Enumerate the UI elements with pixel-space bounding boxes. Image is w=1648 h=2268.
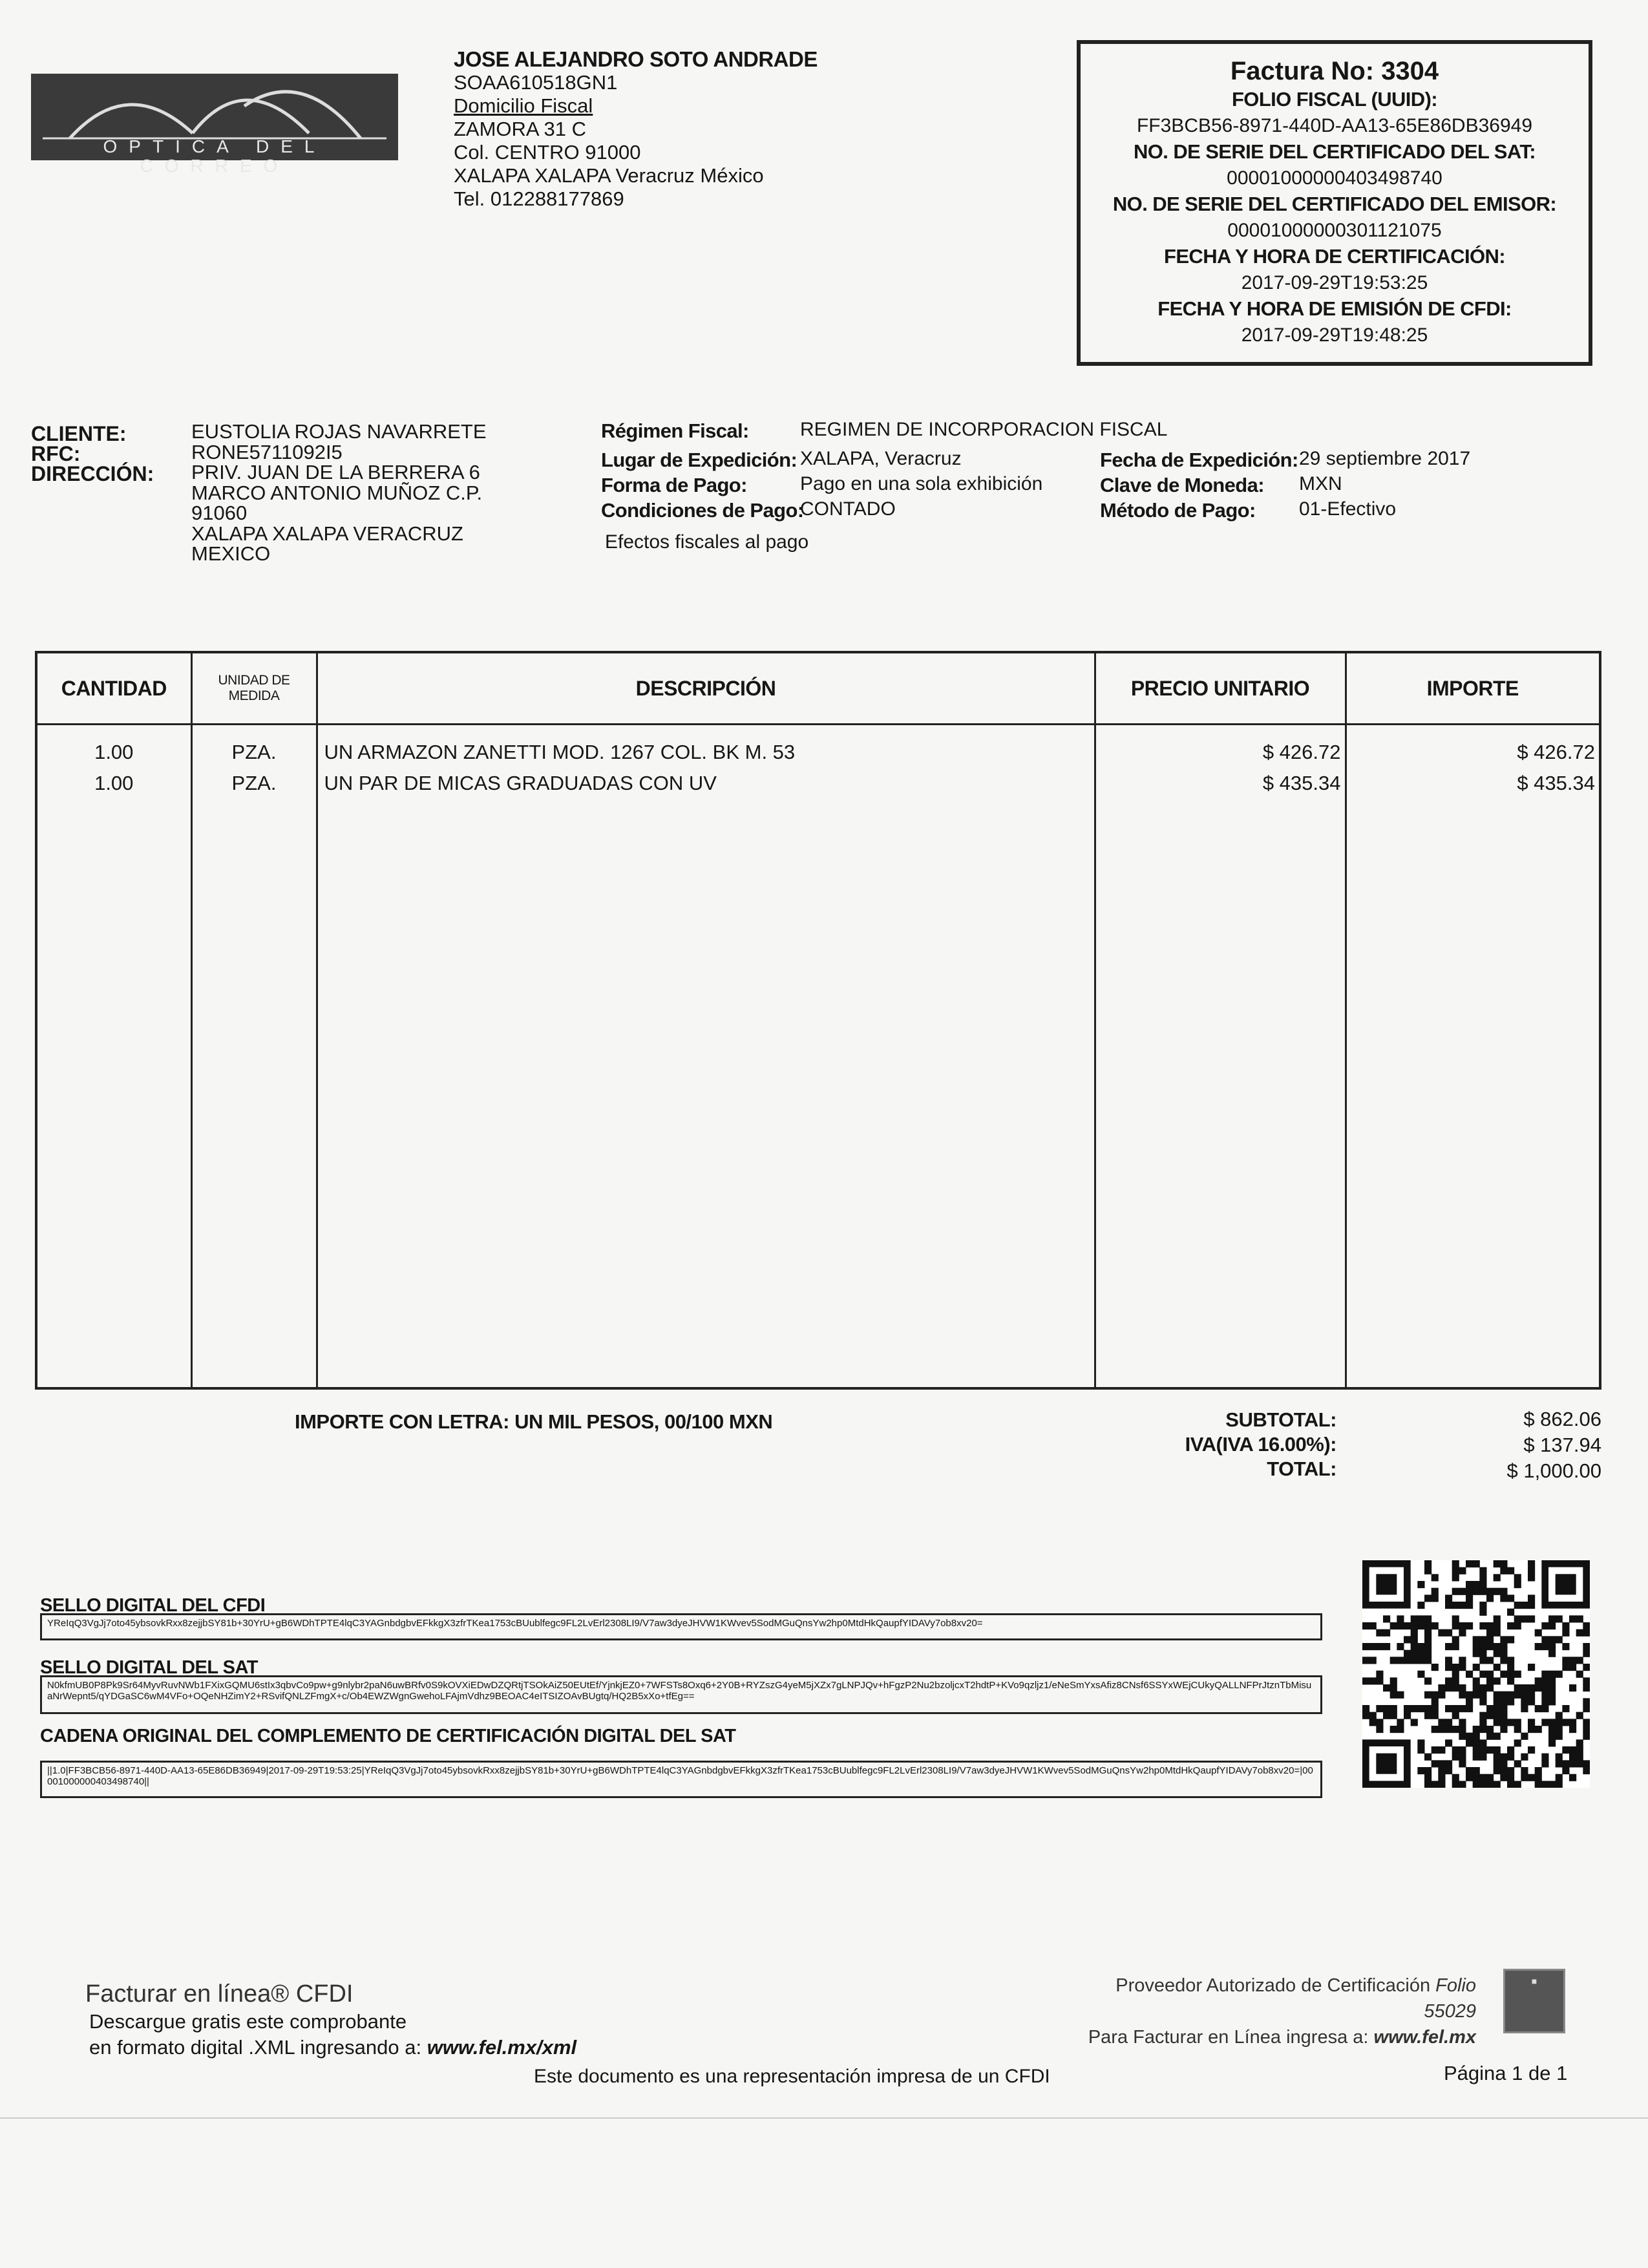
- fecha-exp-label: Fecha de Expedición:: [1100, 449, 1298, 471]
- row-1-importe: $ 426.72: [1517, 741, 1595, 763]
- importe-con-letra: IMPORTE CON LETRA: UN MIL PESOS, 00/100 MXN: [295, 1410, 773, 1433]
- proveedor-prefix: Proveedor Autorizado de Certificación: [1115, 1975, 1436, 1996]
- header-precio: PRECIO UNITARIO: [1095, 652, 1346, 725]
- condiciones-value: CONTADO: [800, 498, 896, 520]
- row-2-importe: $ 435.34: [1517, 772, 1595, 794]
- total-value: $ 1,000.00: [1506, 1459, 1601, 1482]
- invoice-title: Factura No: 3304: [1230, 57, 1439, 85]
- moneda-value: MXN: [1299, 473, 1342, 494]
- totals-values: [1422, 1406, 1601, 1484]
- importe-cell: [1346, 725, 1600, 1389]
- condiciones-label: Condiciones de Pago:: [601, 499, 804, 522]
- forma-value: Pago en una sola exhibición: [800, 473, 1043, 494]
- header-importe: IMPORTE: [1346, 652, 1600, 725]
- client-addr4: XALAPA XALAPA VERACRUZ: [191, 522, 463, 545]
- row-1-cantidad: 1.00: [94, 741, 134, 763]
- row-2-unidad: PZA.: [231, 772, 277, 794]
- cantidad-cell: [36, 725, 191, 1389]
- moneda-label: Clave de Moneda:: [1100, 474, 1264, 496]
- proveedor-folio: Folio 55029: [1424, 1975, 1476, 2022]
- cadena-original-box: ||1.0|FF3BCB56-8971-440D-AA13-65E86DB36949|2017-09-29T19:53:25|YReIqQ3VgJj7oto45ybsovkRxx8zejjbSY81b+30YrU+gB6WDhTPTE4lqC3YAGnbdgbvEFkkgX3zfrTKea1753cBUublfegc9FL2LvErl2308LI9/V7aw3dyeJHVW1KWvev5SodMGuQnsYw2hp0MtdHkQaupfYIDAVy7ob8xv20=|00001000000403498740||: [40, 1761, 1322, 1798]
- header-descripcion: DESCRIPCIÓN: [317, 652, 1095, 725]
- proveedor-line: [1060, 1973, 1476, 2024]
- expedicion-labels: [1100, 447, 1298, 523]
- payment-values: [800, 446, 1042, 522]
- folio-label: FOLIO FISCAL (UUID):: [1231, 88, 1438, 111]
- iva-label: IVA(IVA 16.00%):: [1185, 1433, 1336, 1456]
- lugar-label: Lugar de Expedición:: [601, 449, 798, 471]
- page-number: Página 1 de 1: [1444, 2062, 1568, 2084]
- header-cantidad: CANTIDAD: [36, 652, 191, 725]
- fecha-cert-label: FECHA Y HORA DE CERTIFICACIÓN:: [1164, 245, 1505, 268]
- header-unidad: UNIDAD DE MEDIDA: [191, 652, 317, 725]
- issuer-block: [454, 48, 818, 211]
- serie-emisor-label: NO. DE SERIE DEL CERTIFICADO DEL EMISOR:: [1112, 193, 1557, 215]
- proveedor-text: [1060, 1973, 1476, 2050]
- row-2-cantidad: 1.00: [94, 772, 134, 794]
- invoice-box: [1077, 40, 1592, 366]
- table-body-row: [36, 725, 1600, 1389]
- descargue-line-2: [89, 2035, 576, 2061]
- fecha-exp-value: 29 septiembre 2017: [1299, 448, 1471, 469]
- row-2-descripcion: UN PAR DE MICAS GRADUADAS CON UV: [324, 772, 717, 794]
- table-header-row: [36, 652, 1600, 725]
- issuer-rfc: SOAA610518GN1: [454, 71, 618, 94]
- regimen-label: Régimen Fiscal:: [601, 419, 749, 442]
- precio-cell: [1095, 725, 1346, 1389]
- issuer-tel: Tel. 012288177869: [454, 187, 624, 210]
- descargue-text: [89, 2009, 576, 2061]
- client-addr3: 91060: [191, 502, 248, 524]
- para-prefix: Para Facturar en Línea ingresa a:: [1088, 2027, 1374, 2048]
- row-2-precio: $ 435.34: [1262, 772, 1341, 794]
- rfc-label: RFC:: [31, 442, 81, 465]
- xml-link[interactable]: www.fel.mx/xml: [427, 2036, 577, 2059]
- subtotal-label: SUBTOTAL:: [1225, 1408, 1336, 1431]
- domicilio-label: Domicilio Fiscal: [454, 94, 593, 117]
- lugar-value: XALAPA, Veracruz: [800, 448, 962, 469]
- qr-code: [1362, 1560, 1590, 1788]
- serie-emisor-value: 00001000000301121075: [1227, 219, 1442, 241]
- items-table: [35, 651, 1601, 1390]
- total-label: TOTAL:: [1267, 1457, 1336, 1480]
- sello-cfdi-title: SELLO DIGITAL DEL CFDI: [40, 1595, 266, 1616]
- expedicion-values: [1299, 446, 1470, 522]
- fiscal-labels: [601, 418, 749, 444]
- bottom-divider: [0, 2117, 1648, 2119]
- direccion-label: DIRECCIÓN:: [31, 462, 154, 485]
- regimen-value: REGIMEN DE INCORPORACION FISCAL: [800, 419, 1168, 440]
- client-name: EUSTOLIA ROJAS NAVARRETE: [191, 420, 487, 443]
- pac-seal-icon: ■: [1503, 1969, 1565, 2033]
- fecha-cert-value: 2017-09-29T19:53:25: [1241, 271, 1428, 293]
- unidad-cell: [191, 725, 317, 1389]
- cliente-label: CLIENTE:: [31, 422, 127, 445]
- efectos-text: Efectos fiscales al pago: [605, 531, 809, 553]
- row-1-descripcion: UN ARMAZON ZANETTI MOD. 1267 COL. BK M. 53: [324, 741, 796, 763]
- representacion-text: Este documento es una representación impresa de un CFDI: [534, 2066, 1050, 2087]
- metodo-value: 01-Efectivo: [1299, 498, 1397, 520]
- descargue-prefix: en formato digital .XML ingresando a:: [89, 2036, 427, 2059]
- client-addr1: PRIV. JUAN DE LA BERRERA 6: [191, 461, 480, 483]
- fecha-emision-label: FECHA Y HORA DE EMISIÓN DE CFDI:: [1157, 297, 1512, 320]
- issuer-name: JOSE ALEJANDRO SOTO ANDRADE: [454, 47, 818, 71]
- iva-value: $ 137.94: [1523, 1434, 1601, 1456]
- client-values: [191, 421, 487, 564]
- company-logo: [31, 74, 398, 176]
- cadena-original-title: CADENA ORIGINAL DEL COMPLEMENTO DE CERTIFICACIÓN DIGITAL DEL SAT: [40, 1726, 736, 1746]
- client-addr2: MARCO ANTONIO MUÑOZ C.P.: [191, 481, 483, 504]
- descargue-line-1: Descargue gratis este comprobante: [89, 2010, 407, 2033]
- issuer-city: XALAPA XALAPA Veracruz México: [454, 164, 764, 187]
- issuer-colonia: Col. CENTRO 91000: [454, 141, 641, 164]
- row-1-unidad: PZA.: [231, 741, 277, 763]
- sello-sat-box: N0kfmUB0P8Pk9Sr64MyvRuvNWb1FXixGQMU6stIx3qbvCo9pw+g9nlybr2paN6uwBRfv0S9kOVXiEDwDZQRtjTSOkAiZ50EUtEf/YjnkjEZ0+7WFSTs8Oxq6+2Y0B+RYZszG4yeM5jXZx7gLNPJQv+hFgzP2Nu2bzoljcxT2hdtP+KVo9qzljz1/eNeSmYxsAfiz8CNsf6SSYxWEjCUkyQALLNFPrJtznTbMisuaNrWepnt5/qYDGaSC6wM4VFo+OQeNHZimY2+RSvifQNLZFmgX+c/Ob4EWZWgnGwehoLFAjmVdhz9BEOAC4eITSIZOAvBUgtq/HQ2B5xXo+tfEg==: [40, 1675, 1322, 1714]
- totals-labels: [1150, 1408, 1336, 1481]
- subtotal-value: $ 862.06: [1523, 1408, 1601, 1430]
- serie-sat-label: NO. DE SERIE DEL CERTIFICADO DEL SAT:: [1134, 140, 1536, 163]
- logo-text: OPTICA DEL CORREO: [103, 136, 326, 176]
- client-addr5: MEXICO: [191, 542, 271, 565]
- descripcion-cell: [317, 725, 1095, 1389]
- sello-sat-title: SELLO DIGITAL DEL SAT: [40, 1657, 258, 1678]
- fel-link[interactable]: www.fel.mx: [1373, 2027, 1476, 2048]
- client-rfc: RONE5711092I5: [191, 440, 343, 463]
- issuer-street: ZAMORA 31 C: [454, 118, 586, 140]
- client-labels: [31, 424, 154, 484]
- sello-cfdi-box: YReIqQ3VgJj7oto45ybsovkRxx8zejjbSY81b+30YrU+gB6WDhTPTE4lqC3YAGnbdgbvEFkkgX3zfrTKea1753cBUublfegc9FL2LvErl2308LI9/V7aw3dyeJHVW1KWvev5SodMGuQnsYw2hp0MtdHkQaupfYIDAVy7ob8xv20=: [40, 1613, 1322, 1640]
- forma-label: Forma de Pago:: [601, 474, 747, 496]
- folio-value: FF3BCB56-8971-440D-AA13-65E86DB36949: [1136, 114, 1533, 136]
- para-facturar-line: [1060, 2024, 1476, 2050]
- metodo-label: Método de Pago:: [1100, 499, 1256, 522]
- payment-labels: [601, 447, 804, 523]
- fecha-emision-value: 2017-09-29T19:48:25: [1241, 324, 1428, 346]
- serie-sat-value: 00001000000403498740: [1227, 167, 1442, 189]
- row-1-precio: $ 426.72: [1262, 741, 1341, 763]
- facturar-en-linea: Facturar en línea® CFDI: [85, 1980, 354, 2008]
